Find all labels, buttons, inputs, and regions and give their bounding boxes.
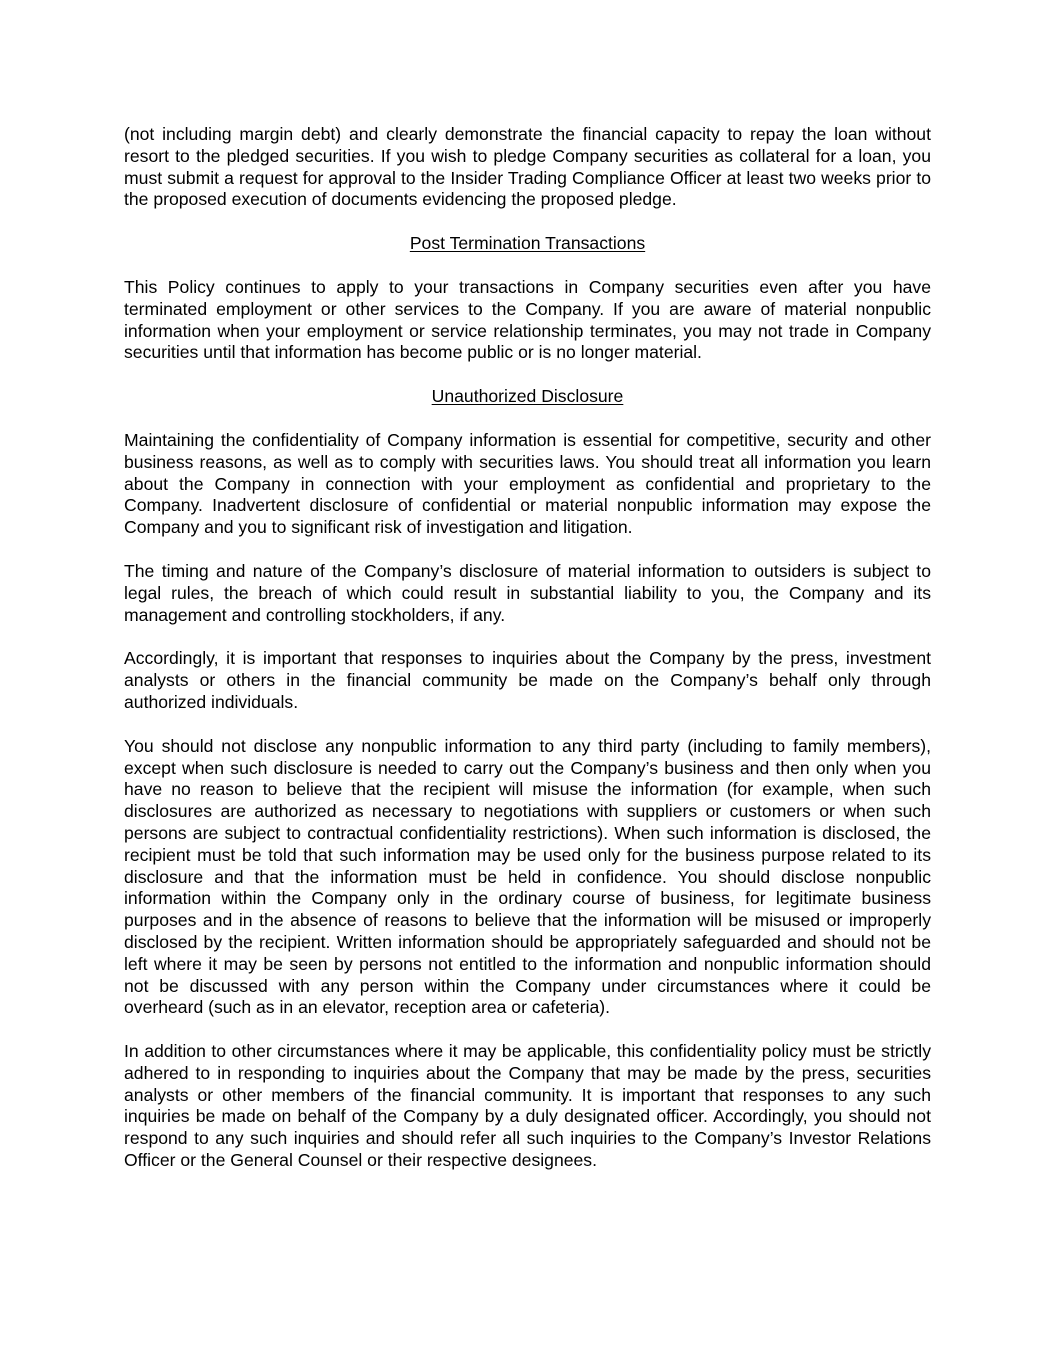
paragraph-pledge-continuation: (not including margin debt) and clearly demonstrate the financial capacity to repay the loan without resort to the pledged securities. If you wish to pledge Company securities as collateral for a loan, you must submit a request for approval to the Insider Trading Compliance Officer at least two weeks prior to the proposed execution of documents evidencing the proposed pledge. — [124, 124, 931, 210]
heading-post-termination-transactions: Post Termination Transactions — [409, 233, 646, 254]
paragraph-authorized-individuals: Accordingly, it is important that responses to inquiries about the Company by the press, investment analysts or others in the financial community be made on the Company’s behalf only through authorized individuals. — [124, 648, 931, 712]
heading-unauthorized-disclosure: Unauthorized Disclosure — [431, 386, 624, 407]
paragraph-timing-and-nature: The timing and nature of the Company’s disclosure of material information to outsiders is subject to legal rules, the breach of which could result in substantial liability to you, the Company and its management and controlling stockholders, if any. — [124, 560, 931, 625]
document-page — [124, 124, 931, 1194]
paragraph-post-termination: This Policy continues to apply to your transactions in Company securities even after you have terminated employment or other services to the Company. If you are aware of material nonpublic information when your employment or service relationship terminates, you may not trade in Company securities until that information has become public or is no longer material. — [124, 276, 931, 363]
paragraph-nonpublic-information: You should not disclose any nonpublic information to any third party (including to family members), except when such disclosure is needed to carry out the Company’s business and then only when you have no reason to believe that the recipient will misuse the information (for example, when such disclosures are authorized as necessary to negotiations with suppliers or customers or when such persons are subject to contractual confidentiality restrictions). When such information is disclosed, the recipient must be told that such information may be used only for the business purpose related to its disclosure and that the information must be held in confidence. You should disclose nonpublic information within the Company only in the ordinary course of business, for legitimate business purposes and in the absence of reasons to believe that the information will be misused or improperly disclosed by the recipient. Written information should be appropriately safeguarded and should not be left where it may be seen by persons not entitled to the information and nonpublic information should not be discussed with any person within the Company under circumstances where it could be overheard (such as in an elevator, reception area or cafeteria). — [124, 735, 931, 1018]
paragraph-confidentiality: Maintaining the confidentiality of Company information is essential for competitive, security and other business reasons, as well as to comply with securities laws. You should treat all information you learn about the Company in connection with your employment as confidential and proprietary to the Company. Inadvertent disclosure of confidential or material nonpublic information may expose the Company and you to significant risk of investigation and litigation. — [124, 429, 931, 538]
paragraph-inquiries: In addition to other circumstances where it may be applicable, this confidentiality policy must be strictly adhered to in responding to inquiries about the Company that may be made by the press, securities analysts or other members of the financial community. It is important that responses to any such inquiries be made on behalf of the Company by a duly designated officer. Accordingly, you should not respond to any such inquiries and should refer all such inquiries to the Company’s Investor Relations Officer or the General Counsel or their respective designees. — [124, 1041, 931, 1171]
